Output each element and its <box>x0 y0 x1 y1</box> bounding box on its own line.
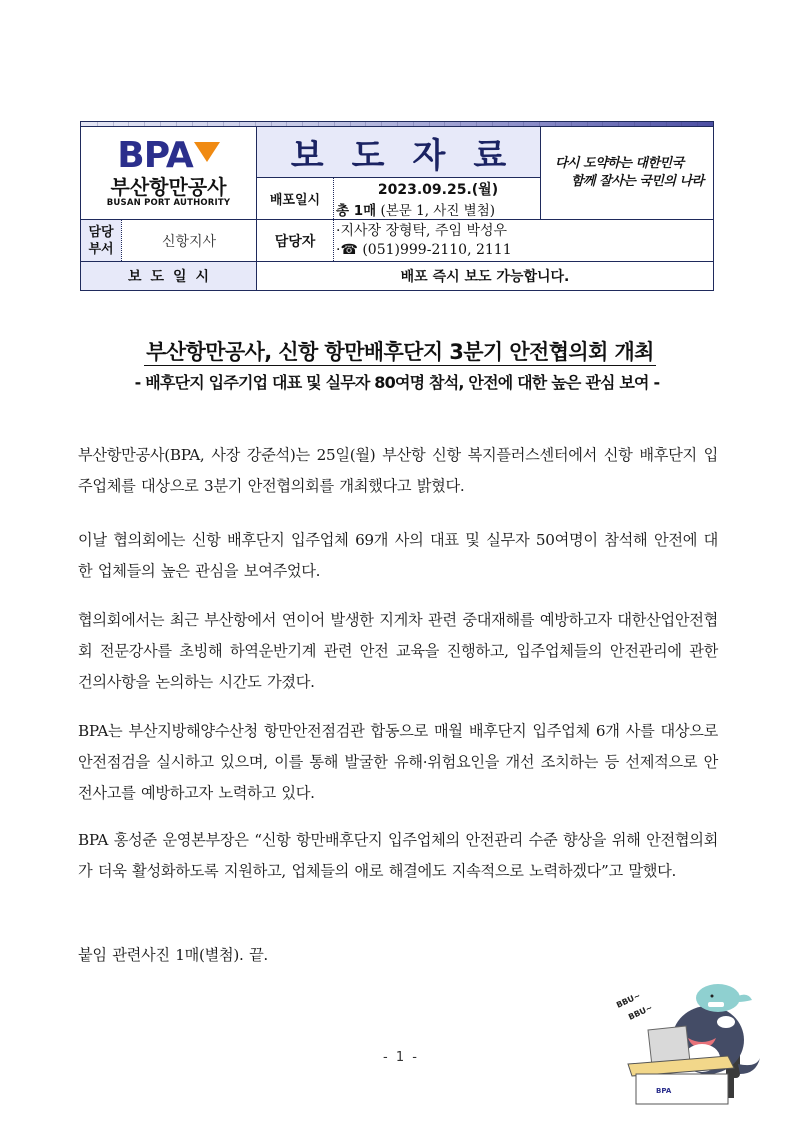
bar-tick <box>397 122 398 126</box>
page-number: - 1 - <box>383 1050 417 1065</box>
bar-tick <box>97 122 98 126</box>
government-slogan <box>540 127 713 219</box>
bar-tick <box>555 122 556 126</box>
bar-tick <box>113 122 114 126</box>
slogan-line-2: 함께 잘사는 국민의 나라 <box>571 174 704 189</box>
paragraph-1: 부산항만공사(BPA, 사장 강준석)는 25일(월) 부산항 신항 복지플러스센터에서 신항 배후단지 입주업체를 대상으로 3분기 안전협의회를 개최했다고 밝혔다. <box>78 446 718 495</box>
bar-tick <box>381 122 382 126</box>
slogan-line-1: 다시 도약하는 대한민국 <box>555 156 684 171</box>
bar-tick <box>302 122 303 126</box>
headline-text: 부산항만공사, 신항 항만배후단지 3분기 안전협의회 개최 <box>146 340 654 364</box>
page-count-total: 총 1매 <box>336 202 377 219</box>
doc-type-text: 보도자료 <box>290 135 535 176</box>
manager-names: ·지사장 장형탁, 주임 박성우 <box>336 222 508 239</box>
bar-tick <box>192 122 193 126</box>
bar-tick <box>239 122 240 126</box>
manager-info <box>333 219 713 261</box>
bar-tick <box>207 122 208 126</box>
bar-tick <box>697 122 698 126</box>
page-count-detail: (본문 1, 사진 별첨) <box>376 202 496 219</box>
bar-tick <box>681 122 682 126</box>
svg-text:BPA: BPA <box>656 1087 672 1095</box>
bar-tick <box>350 122 351 126</box>
paragraph-5: BPA 홍성준 운영본부장은 “신항 항만배후단지 입주업체의 안전관리 수준 향상을 위해 안전협의회가 더욱 활성화하도록 지원하고, 업체들의 애로 해결에도 지속적으로 노력하겠다”고 말했다. <box>78 831 718 880</box>
bar-tick <box>160 122 161 126</box>
bpa-logo <box>81 127 256 219</box>
doc-type-title <box>256 127 540 177</box>
release-time-value: 배포 즉시 보도 가능합니다. <box>256 261 713 290</box>
distribution-date: 2023.09.25.(월) <box>377 181 499 198</box>
bar-tick <box>492 122 493 126</box>
headline <box>80 336 720 366</box>
bar-tick <box>255 122 256 126</box>
attachment-note: 붙임 관련사진 1매(별첨). 끝. <box>78 946 268 964</box>
bar-tick <box>334 122 335 126</box>
bar-tick <box>539 122 540 126</box>
logo-mark: BPA <box>117 135 193 176</box>
bar-tick <box>587 122 588 126</box>
manager-phone-row <box>336 241 512 260</box>
bar-tick <box>429 122 430 126</box>
manager-label: 담당자 <box>256 219 333 261</box>
bar-tick <box>618 122 619 126</box>
paragraph-3: 협의회에서는 최근 부산항에서 연이어 발생한 지게차 관련 중대재해를 예방하고자 대한산업안전협회 전문강사를 초빙해 하역운반기계 관련 안전 교육을 진행하고, 입주업체들의 안전관리에 관한 건의사항을 논의하는 시간도 가졌다. <box>78 611 718 691</box>
distribution-date-label: 배포일시 <box>256 177 333 219</box>
bar-tick <box>223 122 224 126</box>
bar-tick <box>271 122 272 126</box>
logo-triangle-icon <box>194 142 220 162</box>
bar-tick <box>128 122 129 126</box>
distribution-info <box>333 177 540 219</box>
logo-name-kr: 부산항만공사 <box>110 175 227 199</box>
bar-tick <box>413 122 414 126</box>
bar-tick <box>444 122 445 126</box>
paragraph-2: 이날 협의회에는 신항 배후단지 입주업체 69개 사의 대표 및 실무자 50여명이 참석해 안전에 대한 업체들의 높은 관심을 보여주었다. <box>78 531 718 580</box>
bar-tick <box>523 122 524 126</box>
press-release-header-table <box>80 127 714 291</box>
phone-icon: ·☎ <box>336 241 363 258</box>
mascot-illustration <box>608 968 768 1108</box>
svg-text:BBU~: BBU~ <box>615 990 642 1010</box>
bar-tick <box>634 122 635 126</box>
bar-tick <box>602 122 603 126</box>
bar-tick <box>476 122 477 126</box>
department-label <box>81 219 121 261</box>
subheadline: - 배후단지 입주기업 대표 및 실무자 80여명 참석, 안전에 대한 높은 관심 보여 - <box>134 373 660 392</box>
bar-tick <box>666 122 667 126</box>
release-time-label-text: 보도일시 <box>127 269 219 285</box>
department-label-line-1: 담당 <box>88 224 114 240</box>
svg-text:BBU~: BBU~ <box>627 1002 654 1022</box>
bar-tick <box>571 122 572 126</box>
paragraph-4: BPA는 부산지방해양수산청 항만안전점검관 합동으로 매월 배후단지 입주업체 6개 사를 대상으로 안전점검을 실시하고 있으며, 이를 통해 발굴한 유해·위험요인을 개선 조치하는 등 선제적으로 안전사고를 예방하고자 노력하고 있다. <box>78 722 718 802</box>
bar-tick <box>365 122 366 126</box>
bar-tick <box>176 122 177 126</box>
page-count <box>336 199 495 219</box>
department-label-line-2: 부서 <box>88 241 114 257</box>
bar-tick <box>460 122 461 126</box>
logo-name-en: BUSAN PORT AUTHORITY <box>106 198 231 208</box>
bar-tick <box>144 122 145 126</box>
bar-tick <box>286 122 287 126</box>
department-value: 신항지사 <box>121 219 256 261</box>
manager-phone: (051)999-2110, 2111 <box>362 241 512 258</box>
bar-tick <box>508 122 509 126</box>
bar-tick <box>318 122 319 126</box>
release-time-label <box>81 261 256 290</box>
bar-tick <box>650 122 651 126</box>
